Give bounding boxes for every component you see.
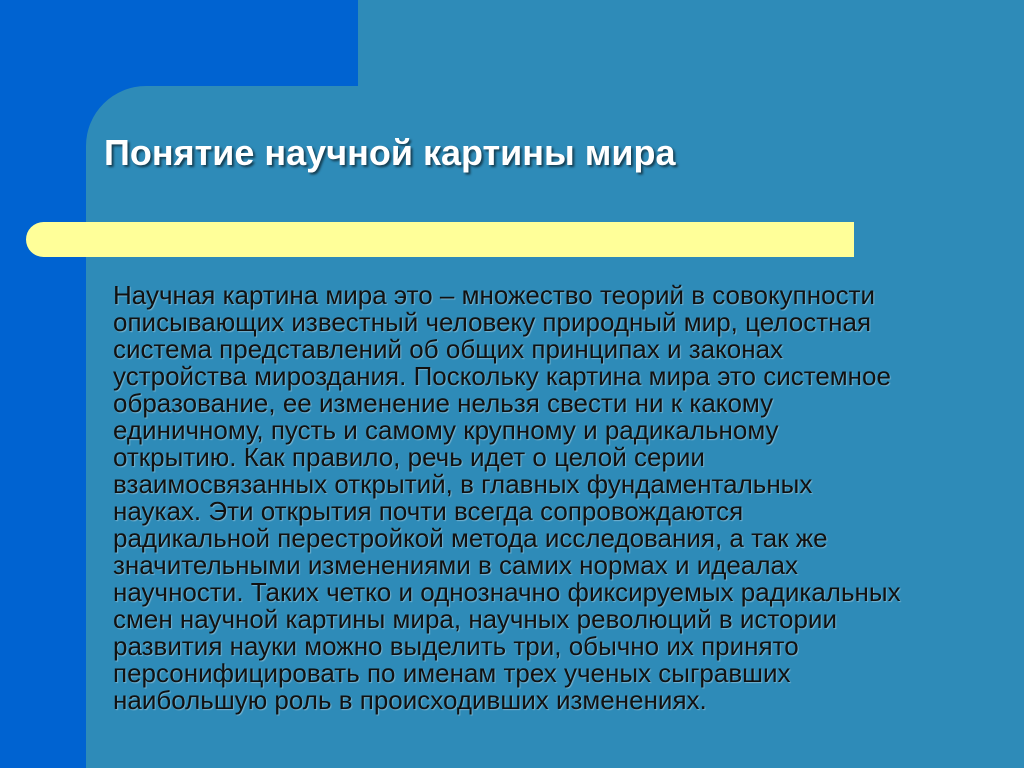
body-line: взаимосвязанных открытий, в главных фундаментальных bbox=[113, 469, 813, 499]
slide-title: Понятие научной картины мира bbox=[104, 132, 676, 173]
body-line: образование, ее изменение нельзя свести ни к какому bbox=[113, 388, 774, 418]
frame-left-band bbox=[0, 0, 86, 768]
body-line: персонифицировать по именам трех ученых сыгравших bbox=[113, 658, 791, 688]
body-line: значительными изменениями в самих нормах и идеалах bbox=[113, 550, 798, 580]
body-line: научности. Таких четко и однозначно фиксируемых радикальных bbox=[113, 577, 901, 607]
body-line: единичному, пусть и самому крупному и радикальному bbox=[113, 415, 779, 445]
frame-top-band bbox=[0, 0, 358, 86]
slide-body-text bbox=[113, 282, 993, 714]
body-line: радикальной перестройкой метода исследования, а так же bbox=[113, 523, 828, 553]
body-line: устройства мироздания. Поскольку картина мира это системное bbox=[113, 361, 891, 391]
body-line: система представлений об общих принципах и законах bbox=[113, 334, 784, 364]
body-line: смен научной картины мира, научных революций в истории bbox=[113, 604, 837, 634]
accent-bar bbox=[26, 222, 854, 257]
body-line: развития науки можно выделить три, обычно их принято bbox=[113, 631, 799, 661]
body-line: науках. Эти открытия почти всегда сопровождаются bbox=[113, 496, 744, 526]
body-line: наибольшую роль в происходивших изменениях. bbox=[113, 685, 707, 715]
body-line: открытию. Как правило, речь идет о целой серии bbox=[113, 442, 705, 472]
body-line: описывающих известный человеку природный мир, целостная bbox=[113, 307, 872, 337]
body-line: Научная картина мира это – множество теорий в совокупности bbox=[113, 280, 875, 310]
